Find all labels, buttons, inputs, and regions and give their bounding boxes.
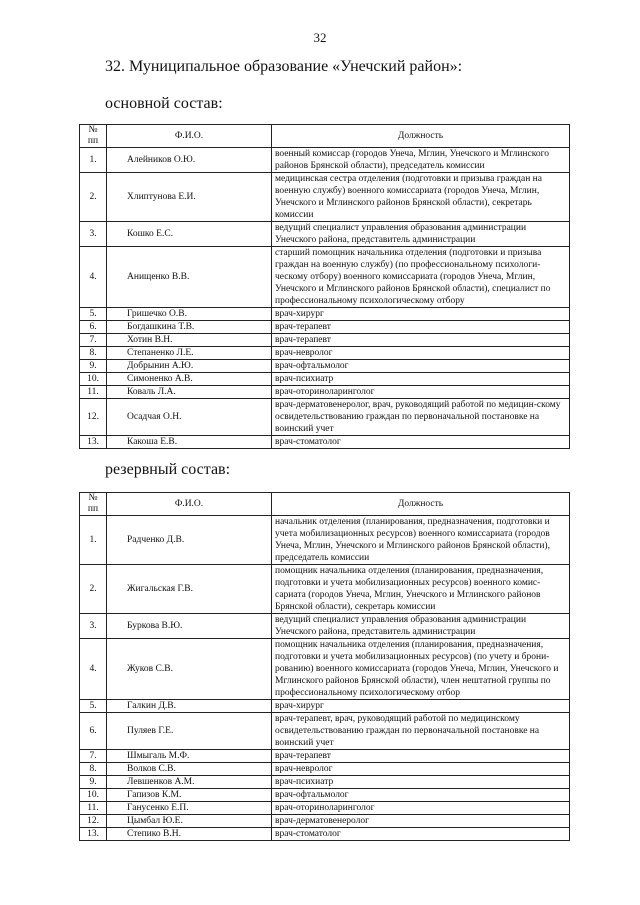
position-text: врач-дерматовенеролог, врач, руководящий работой по медицин-скому освидетельствованию граждан по первоначальной постановке на воинский учет [272, 399, 570, 436]
row-number: 11. [80, 386, 107, 399]
position-text: врач-стоматолог [272, 828, 570, 841]
person-name: Ганусенко Е.П. [107, 802, 272, 815]
person-name: Буркова В.Ю. [107, 614, 272, 639]
row-number: 6. [80, 321, 107, 334]
row-number: 13. [80, 436, 107, 449]
row-number: 9. [80, 776, 107, 789]
table-row [80, 386, 570, 399]
table-row [80, 763, 570, 776]
table-row [80, 639, 570, 700]
person-name: Кошко Е.С. [107, 222, 272, 247]
person-name: Гапизов К.М. [107, 789, 272, 802]
position-text: врач-оториноларинголог [272, 386, 570, 399]
table-row [80, 222, 570, 247]
table-row [80, 334, 570, 347]
row-number: 3. [80, 222, 107, 247]
person-name: Радченко Д.В. [107, 516, 272, 565]
position-text: врач-терапевт [272, 334, 570, 347]
position-text: врач-хирург [272, 308, 570, 321]
position-text: медицинская сестра отделения (подготовки и призыва граждан на военную службу) военного комиссариата (городов Унеча, Мглин, Унечского и Мглинского районов Брянской области), секретарь комиссии [272, 173, 570, 222]
position-text: врач-невролог [272, 347, 570, 360]
position-text: врач-психиатр [272, 373, 570, 386]
person-name: Жигальская Г.В. [107, 565, 272, 614]
reserve-table-body [80, 493, 570, 841]
person-name: Алейников О.Ю. [107, 148, 272, 173]
position-text: врач-невролог [272, 763, 570, 776]
table-row [80, 399, 570, 436]
main-composition-table [79, 124, 570, 449]
table-row [80, 516, 570, 565]
row-number: 8. [80, 347, 107, 360]
table-row [80, 789, 570, 802]
person-name: Коваль Л.А. [107, 386, 272, 399]
row-number: 5. [80, 308, 107, 321]
position-text: врач-стоматолог [272, 436, 570, 449]
row-number: 7. [80, 750, 107, 763]
position-text: помощник начальника отделения (планирования, предназначения, подготовки и учета мобилизационных ресурсов) военного комис-сариата (городов Унеча, Мглин, Унечского и Мглинского районов Брянской области), секретарь комиссии [272, 565, 570, 614]
row-number: 2. [80, 565, 107, 614]
row-number: 6. [80, 713, 107, 750]
row-number: 10. [80, 789, 107, 802]
table-row [80, 776, 570, 789]
person-name: Анищенко В.В. [107, 247, 272, 308]
row-number: 1. [80, 516, 107, 565]
table-row [80, 321, 570, 334]
position-text: врач-терапевт, врач, руководящий работой по медицинскому освидетельствованию граждан по первоначальной постановке на воинский учет [272, 713, 570, 750]
person-name: Степико В.Н. [107, 828, 272, 841]
table-row [80, 347, 570, 360]
position-text: врач-хирург [272, 700, 570, 713]
table-row [80, 436, 570, 449]
reserve-section-title: резервный состав: [105, 461, 231, 478]
position-text: ведущий специалист управления образования администрации Унечского района, представитель администрации [272, 222, 570, 247]
position-text: врач-психиатр [272, 776, 570, 789]
person-name: Цымбал Ю.Е. [107, 815, 272, 828]
position-text: ведущий специалист управления образования администрации Унечского района, представитель администрации [272, 614, 570, 639]
table-row [80, 815, 570, 828]
row-number: 12. [80, 815, 107, 828]
position-text: врач-терапевт [272, 750, 570, 763]
person-name: Левшенков А.М. [107, 776, 272, 789]
reserve-composition-table [79, 492, 570, 841]
person-name: Хлиптунова Е.И. [107, 173, 272, 222]
row-number: 13. [80, 828, 107, 841]
row-number: 8. [80, 763, 107, 776]
row-number: 3. [80, 614, 107, 639]
table-row [80, 700, 570, 713]
table-header-row [80, 125, 570, 148]
person-name: Жуков С.В. [107, 639, 272, 700]
main-section-title: основной состав: [105, 95, 223, 112]
table-row [80, 614, 570, 639]
position-text: врач-терапевт [272, 321, 570, 334]
row-number: 4. [80, 639, 107, 700]
position-text: врач-офтальмолог [272, 360, 570, 373]
row-number: 7. [80, 334, 107, 347]
row-number: 11. [80, 802, 107, 815]
table-row [80, 565, 570, 614]
position-text: врач-дерматовенеролог [272, 815, 570, 828]
person-name: Какоша Е.В. [107, 436, 272, 449]
row-number: 2. [80, 173, 107, 222]
table-row [80, 828, 570, 841]
person-name: Добрынин А.Ю. [107, 360, 272, 373]
person-name: Степаненко Л.Е. [107, 347, 272, 360]
page-number: 32 [313, 30, 327, 45]
person-name: Гришечко О.В. [107, 308, 272, 321]
col-name-header: Ф.И.О. [107, 493, 272, 516]
position-text: начальник отделения (планирования, предназначения, подготовки и учета мобилизационных ресурсов) военного комиссариата (городов Унеча, Мглин, Унечского и Мглинского районов Брянской области), председатель комиссии [272, 516, 570, 565]
col-position-header: Должность [272, 125, 570, 148]
person-name: Симоненко А.В. [107, 373, 272, 386]
person-name: Волков С.В. [107, 763, 272, 776]
table-row [80, 802, 570, 815]
person-name: Шмыгаль М.Ф. [107, 750, 272, 763]
table-row [80, 713, 570, 750]
person-name: Галкин Д.В. [107, 700, 272, 713]
position-text: врач-офтальмолог [272, 789, 570, 802]
table-row [80, 148, 570, 173]
position-text: помощник начальника отделения (планирования, предназначения, подготовки и учета мобилизационных ресурсов) (по учету и брони-рованию) военного комиссариата (городов Унеча, Мглин, Унечского и Мглинского районов Брянской области), член нештатной группы по профессиональному психологическому отбор [272, 639, 570, 700]
table-row [80, 360, 570, 373]
page-heading: 32. Муниципальное образование «Унечский район»: [105, 58, 463, 75]
row-number: 10. [80, 373, 107, 386]
position-text: старший помощник начальника отделения (подготовки и призыва граждан на военную службу) (по профессиональному психологи-ческому отбору) военного комиссариата (городов Унеча, Мглин, Унечского и Мглинского районов Брянской области), специалист по профессиональному психологическому отбору [272, 247, 570, 308]
person-name: Осадчая О.Н. [107, 399, 272, 436]
row-number: 4. [80, 247, 107, 308]
row-number: 9. [80, 360, 107, 373]
table-header-row [80, 493, 570, 516]
position-text: военный комиссар (городов Унеча, Мглин, Унечского и Мглинского районов Брянской области), председатель комиссии [272, 148, 570, 173]
person-name: Хотин В.Н. [107, 334, 272, 347]
person-name: Богдашкина Т.В. [107, 321, 272, 334]
table-row [80, 173, 570, 222]
person-name: Пуляев Г.Е. [107, 713, 272, 750]
row-number: 5. [80, 700, 107, 713]
row-number: 12. [80, 399, 107, 436]
col-position-header: Должность [272, 493, 570, 516]
table-row [80, 308, 570, 321]
col-name-header: Ф.И.О. [107, 125, 272, 148]
main-table-body [80, 125, 570, 449]
col-num-header: № пп [80, 493, 107, 516]
table-row [80, 750, 570, 763]
table-row [80, 373, 570, 386]
table-row [80, 247, 570, 308]
position-text: врач-оториноларинголог [272, 802, 570, 815]
row-number: 1. [80, 148, 107, 173]
col-num-header: № пп [80, 125, 107, 148]
